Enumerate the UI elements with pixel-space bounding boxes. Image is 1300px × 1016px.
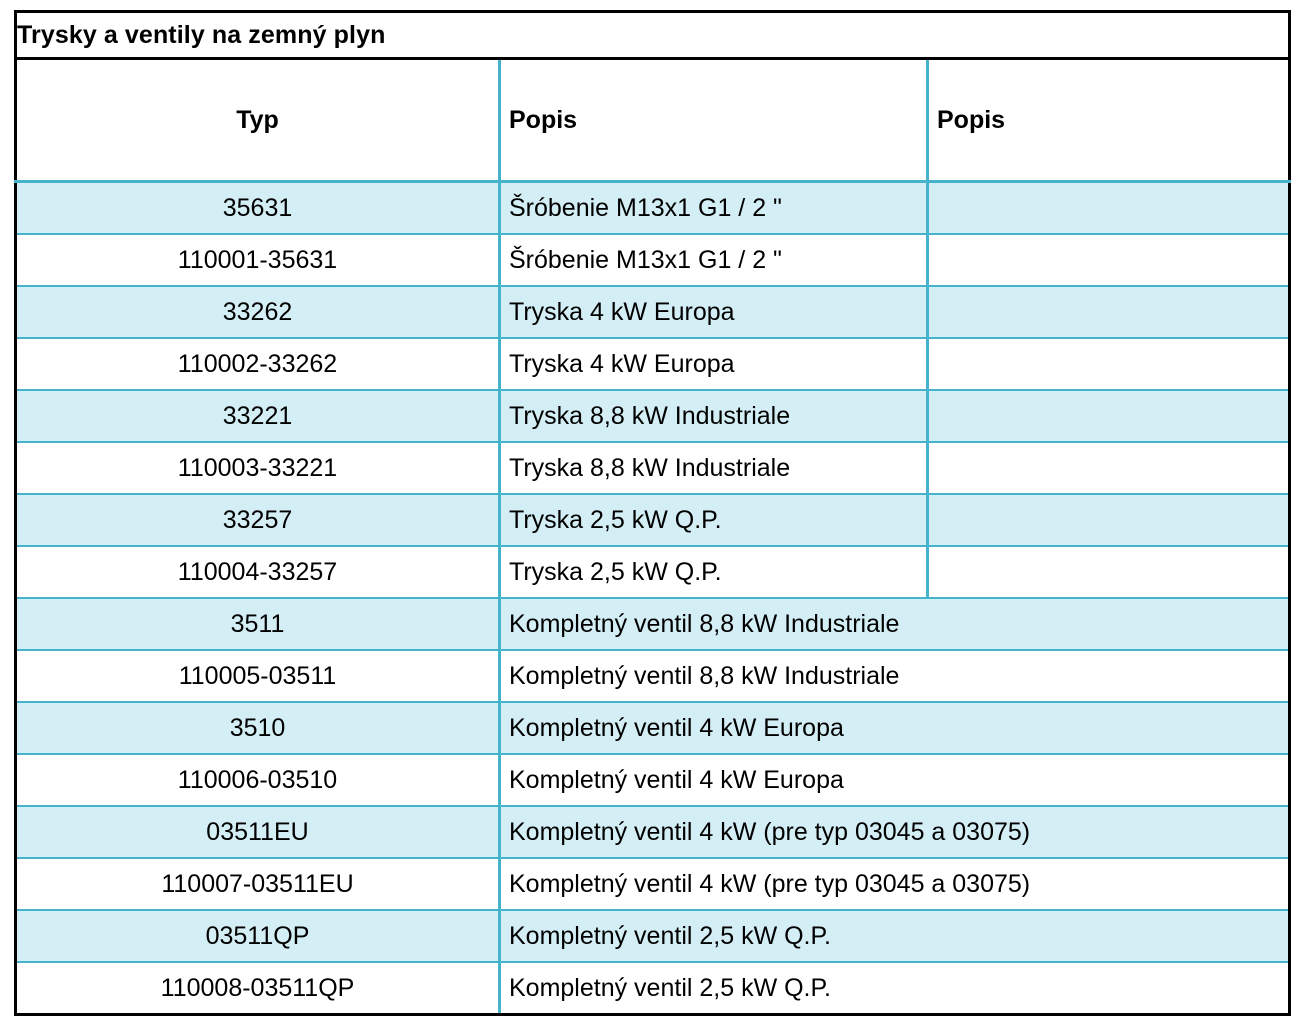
- table-row: [16, 182, 1290, 235]
- cell-typ: 110002-33262: [16, 338, 500, 390]
- column-header-popis-2: Popis: [928, 59, 1290, 182]
- cell-popis-1: Šróbenie M13x1 G1 / 2 ": [500, 234, 928, 286]
- cell-popis-1: Kompletný ventil 8,8 kW Industriale: [500, 598, 1290, 650]
- table-row: [16, 858, 1290, 910]
- column-header-popis-1: Popis: [500, 59, 928, 182]
- table-row: [16, 286, 1290, 338]
- cell-popis-1: Tryska 2,5 kW Q.P.: [500, 546, 928, 598]
- cell-popis-2: [928, 234, 1290, 286]
- table-row: [16, 390, 1290, 442]
- cell-popis-1: Šróbenie M13x1 G1 / 2 ": [500, 182, 928, 235]
- cell-typ: 110004-33257: [16, 546, 500, 598]
- table-row: [16, 598, 1290, 650]
- parts-table: [14, 10, 1291, 1016]
- table-row: [16, 546, 1290, 598]
- table-row: [16, 910, 1290, 962]
- cell-typ: 3510: [16, 702, 500, 754]
- table-row: [16, 650, 1290, 702]
- cell-popis-2: [928, 390, 1290, 442]
- cell-popis-1: Kompletný ventil 2,5 kW Q.P.: [500, 910, 1290, 962]
- cell-popis-2: [928, 442, 1290, 494]
- cell-typ: 110008-03511QP: [16, 962, 500, 1015]
- cell-typ: 110001-35631: [16, 234, 500, 286]
- table-row: [16, 962, 1290, 1015]
- title-row: [16, 12, 1290, 59]
- cell-popis-1: Kompletný ventil 2,5 kW Q.P.: [500, 962, 1290, 1015]
- cell-popis-1: Kompletný ventil 4 kW Europa: [500, 702, 1290, 754]
- cell-typ: 110006-03510: [16, 754, 500, 806]
- cell-typ: 33221: [16, 390, 500, 442]
- header-row: [16, 59, 1290, 182]
- table-row: [16, 702, 1290, 754]
- cell-popis-2: [928, 286, 1290, 338]
- cell-popis-1: Tryska 2,5 kW Q.P.: [500, 494, 928, 546]
- table-body: [16, 12, 1290, 1015]
- cell-typ: 03511QP: [16, 910, 500, 962]
- cell-popis-1: Tryska 4 kW Europa: [500, 338, 928, 390]
- cell-typ: 33262: [16, 286, 500, 338]
- cell-popis-2: [928, 546, 1290, 598]
- cell-popis-1: Tryska 8,8 kW Industriale: [500, 390, 928, 442]
- cell-popis-2: [928, 182, 1290, 235]
- table-row: [16, 338, 1290, 390]
- cell-typ: 110005-03511: [16, 650, 500, 702]
- column-header-typ: Typ: [16, 59, 500, 182]
- table-row: [16, 754, 1290, 806]
- cell-typ: 110007-03511EU: [16, 858, 500, 910]
- cell-popis-1: Kompletný ventil 4 kW (pre typ 03045 a 03075): [500, 806, 1290, 858]
- table-row: [16, 442, 1290, 494]
- table-row: [16, 494, 1290, 546]
- cell-typ: 3511: [16, 598, 500, 650]
- cell-popis-1: Tryska 4 kW Europa: [500, 286, 928, 338]
- cell-popis-2: [928, 494, 1290, 546]
- table-row: [16, 806, 1290, 858]
- cell-popis-1: Kompletný ventil 4 kW Europa: [500, 754, 1290, 806]
- cell-typ: 35631: [16, 182, 500, 235]
- cell-typ: 33257: [16, 494, 500, 546]
- cell-popis-1: Tryska 8,8 kW Industriale: [500, 442, 928, 494]
- cell-typ: 110003-33221: [16, 442, 500, 494]
- table-row: [16, 234, 1290, 286]
- cell-popis-1: Kompletný ventil 8,8 kW Industriale: [500, 650, 1290, 702]
- table-title: Trysky a ventily na zemný plyn: [16, 12, 1290, 59]
- cell-typ: 03511EU: [16, 806, 500, 858]
- cell-popis-2: [928, 338, 1290, 390]
- cell-popis-1: Kompletný ventil 4 kW (pre typ 03045 a 03075): [500, 858, 1290, 910]
